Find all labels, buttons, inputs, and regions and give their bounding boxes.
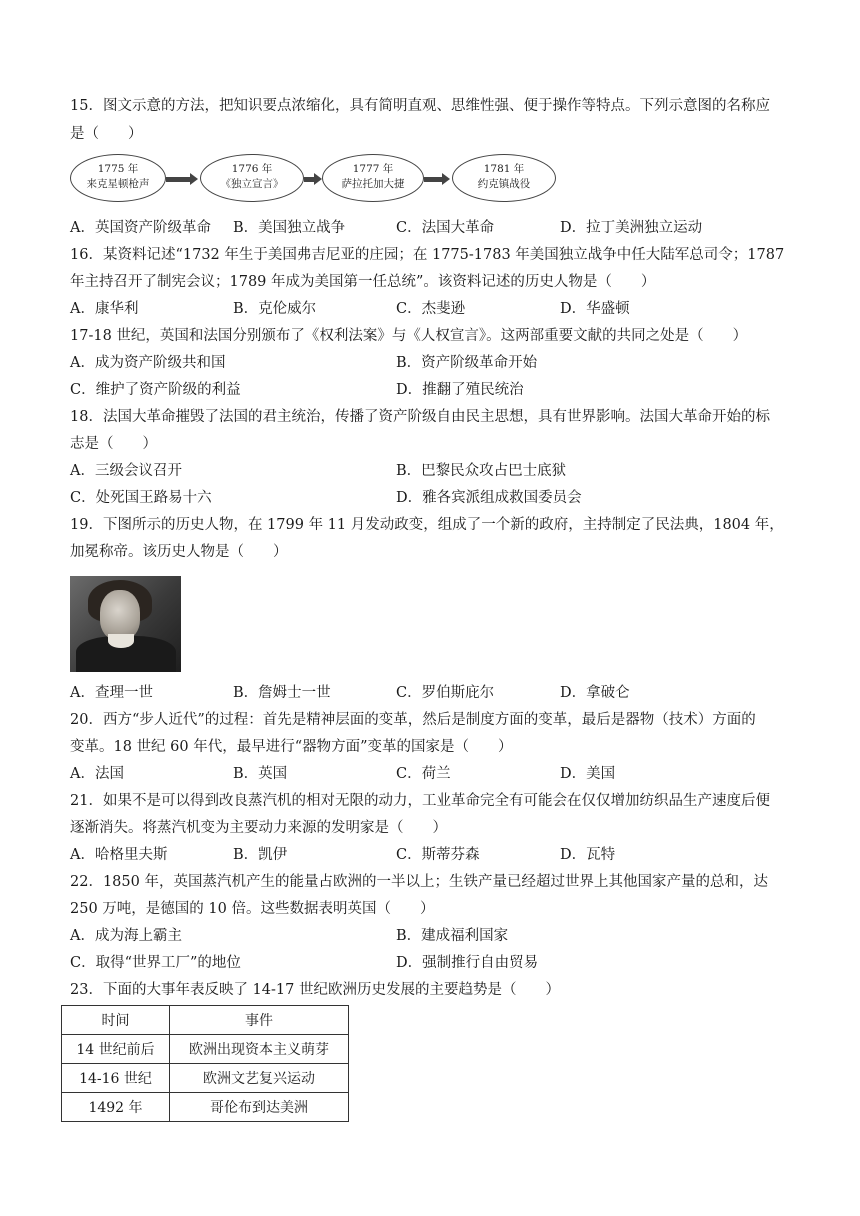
q19-option-d[interactable]: D．拿破仑	[560, 685, 630, 701]
q17-stem-line1: 17-18 世纪，英国和法国分别颁布了《权利法案》与《人权宣言》。这两部重要文献的共同之处是（ ）	[70, 328, 748, 344]
q17-option-d[interactable]: D．推翻了殖民统治	[396, 382, 524, 398]
q20-stem-line2: 变革。18 世纪 60 年代，最早进行“器物方面”变革的国家是（ ）	[70, 739, 513, 755]
q20-stem-line1: 20．西方“步人近代”的过程：首先是精神层面的变革，然后是制度方面的变革，最后是器物（技术）方面的	[70, 712, 756, 728]
q17-option-a[interactable]: A．成为资产阶级共和国	[70, 355, 226, 371]
q22-option-a[interactable]: A．成为海上霸主	[70, 928, 182, 944]
portrait-collar	[108, 634, 134, 648]
flow-node-year: 1781 年	[483, 163, 525, 175]
napoleon-portrait-image	[70, 576, 181, 672]
table-cell-event: 哥伦布到达美洲	[170, 1093, 349, 1122]
q18-stem-line2: 志是（ ）	[70, 436, 157, 452]
q16-option-a[interactable]: A．康华利	[70, 301, 139, 317]
table-row	[62, 1093, 349, 1122]
q17-option-c[interactable]: C．维护了资产阶级的利益	[70, 382, 241, 398]
table-header-row	[62, 1006, 349, 1035]
q22-option-b[interactable]: B．建成福利国家	[396, 928, 509, 944]
q15-option-b[interactable]: B．美国独立战争	[233, 220, 346, 236]
q20-option-c[interactable]: C．荷兰	[396, 766, 451, 782]
table-row	[62, 1064, 349, 1093]
q15-option-a[interactable]: A．英国资产阶级革命	[70, 220, 211, 236]
flow-node-1777	[322, 154, 424, 202]
q15-flow-diagram	[70, 151, 560, 207]
q20-option-b[interactable]: B．英国	[233, 766, 288, 782]
flow-node-year: 1775 年	[97, 163, 139, 175]
q18-stem-line1: 18．法国大革命摧毁了法国的君主统治，传播了资产阶级自由民主思想，具有世界影响。法国大革命开始的标	[70, 409, 770, 425]
q19-option-b[interactable]: B．詹姆士一世	[233, 685, 331, 701]
q22-options-row1	[70, 926, 800, 946]
q19-stem-line2: 加冕称帝。该历史人物是（ ）	[70, 544, 288, 560]
flow-node-1781	[452, 154, 556, 202]
flow-node-year: 1777 年	[352, 163, 394, 175]
flow-arrow-icon	[424, 177, 444, 182]
table-cell-event: 欧洲出现资本主义萌芽	[170, 1035, 349, 1064]
table-cell-time: 1492 年	[62, 1093, 170, 1122]
q21-option-d[interactable]: D．瓦特	[560, 847, 616, 863]
q19-stem-line1: 19．下图所示的历史人物，在 1799 年 11 月发动政变，组成了一个新的政府，主持制定了民法典，1804 年，	[70, 517, 784, 533]
q19-options	[70, 683, 800, 703]
q22-stem-line2: 250 万吨，是德国的 10 倍。这些数据表明英国（ ）	[70, 901, 435, 917]
q18-options-row2	[70, 488, 800, 508]
flow-arrow-icon	[304, 177, 316, 182]
q17-options-row2	[70, 380, 800, 400]
q15-options	[70, 218, 800, 238]
portrait-face	[100, 590, 140, 640]
flow-node-year: 1776 年	[231, 163, 273, 175]
q16-option-c[interactable]: C．杰斐逊	[396, 301, 466, 317]
q16-option-d[interactable]: D．华盛顿	[560, 301, 630, 317]
q22-option-c[interactable]: C．取得“世界工厂”的地位	[70, 955, 241, 971]
q21-option-a[interactable]: A．哈格里夫斯	[70, 847, 168, 863]
q18-option-d[interactable]: D．雅各宾派组成救国委员会	[396, 490, 582, 506]
q20-option-d[interactable]: D．美国	[560, 766, 616, 782]
table-cell-time: 14-16 世纪	[62, 1064, 170, 1093]
q21-stem-line1: 21．如果不是可以得到改良蒸汽机的相对无限的动力，工业革命完全有可能会在仅仅增加纺织品生产速度后便	[70, 793, 770, 809]
q18-option-b[interactable]: B．巴黎民众攻占巴士底狱	[396, 463, 567, 479]
q15-option-c[interactable]: C．法国大革命	[396, 220, 495, 236]
q23-stem-line1: 23．下面的大事年表反映了 14-17 世纪欧洲历史发展的主要趋势是（ ）	[70, 982, 560, 998]
table-cell-event: 欧洲文艺复兴运动	[170, 1064, 349, 1093]
q15-stem-line2: 是（ ）	[70, 126, 143, 142]
q15-option-d[interactable]: D．拉丁美洲独立运动	[560, 220, 703, 236]
q19-option-a[interactable]: A．查理一世	[70, 685, 153, 701]
q20-option-a[interactable]: A．法国	[70, 766, 124, 782]
table-header-event: 事件	[170, 1006, 349, 1035]
q20-options	[70, 764, 800, 784]
q22-option-d[interactable]: D．强制推行自由贸易	[396, 955, 539, 971]
table-header-time: 时间	[62, 1006, 170, 1035]
flow-node-event: 《独立宣言》	[220, 178, 284, 190]
flow-node-1775	[70, 154, 166, 202]
flow-node-event: 约克镇战役	[477, 178, 531, 190]
q18-option-a[interactable]: A．三级会议召开	[70, 463, 182, 479]
table-row	[62, 1035, 349, 1064]
q16-stem-line1: 16．某资料记述“1732 年生于美国弗吉尼亚的庄园；在 1775-1783 年美国独立战争中任大陆军总司令；1787	[70, 247, 785, 263]
table-cell-time: 14 世纪前后	[62, 1035, 170, 1064]
q22-options-row2	[70, 953, 800, 973]
q15-stem-line1: 15．图文示意的方法，把知识要点浓缩化，具有简明直观、思维性强、便于操作等特点。下列示意图的名称应	[70, 98, 770, 114]
q17-options-row1	[70, 353, 800, 373]
q21-stem-line2: 逐渐消失。将蒸汽机变为主要动力来源的发明家是（ ）	[70, 820, 447, 836]
q19-option-c[interactable]: C．罗伯斯庇尔	[396, 685, 495, 701]
q21-option-b[interactable]: B．凯伊	[233, 847, 288, 863]
flow-arrow-icon	[166, 177, 192, 182]
q22-stem-line1: 22．1850 年，英国蒸汽机产生的能量占欧洲的一半以上；生铁产量已经超过世界上其他国家产量的总和，达	[70, 874, 768, 890]
q16-options	[70, 299, 800, 319]
q17-option-b[interactable]: B．资产阶级革命开始	[396, 355, 538, 371]
q21-options	[70, 845, 800, 865]
q18-option-c[interactable]: C．处死国王路易十六	[70, 490, 212, 506]
q23-chronology-table	[61, 1005, 349, 1122]
flow-node-event: 来克星顿枪声	[86, 178, 150, 190]
flow-node-1776	[200, 154, 304, 202]
q16-stem-line2: 年主持召开了制宪会议；1789 年成为美国第一任总统”。该资料记述的历史人物是（ ）	[70, 274, 656, 290]
flow-node-event: 萨拉托加大捷	[341, 178, 405, 190]
q16-option-b[interactable]: B．克伦威尔	[233, 301, 317, 317]
q18-options-row1	[70, 461, 800, 481]
q21-option-c[interactable]: C．斯蒂芬森	[396, 847, 480, 863]
